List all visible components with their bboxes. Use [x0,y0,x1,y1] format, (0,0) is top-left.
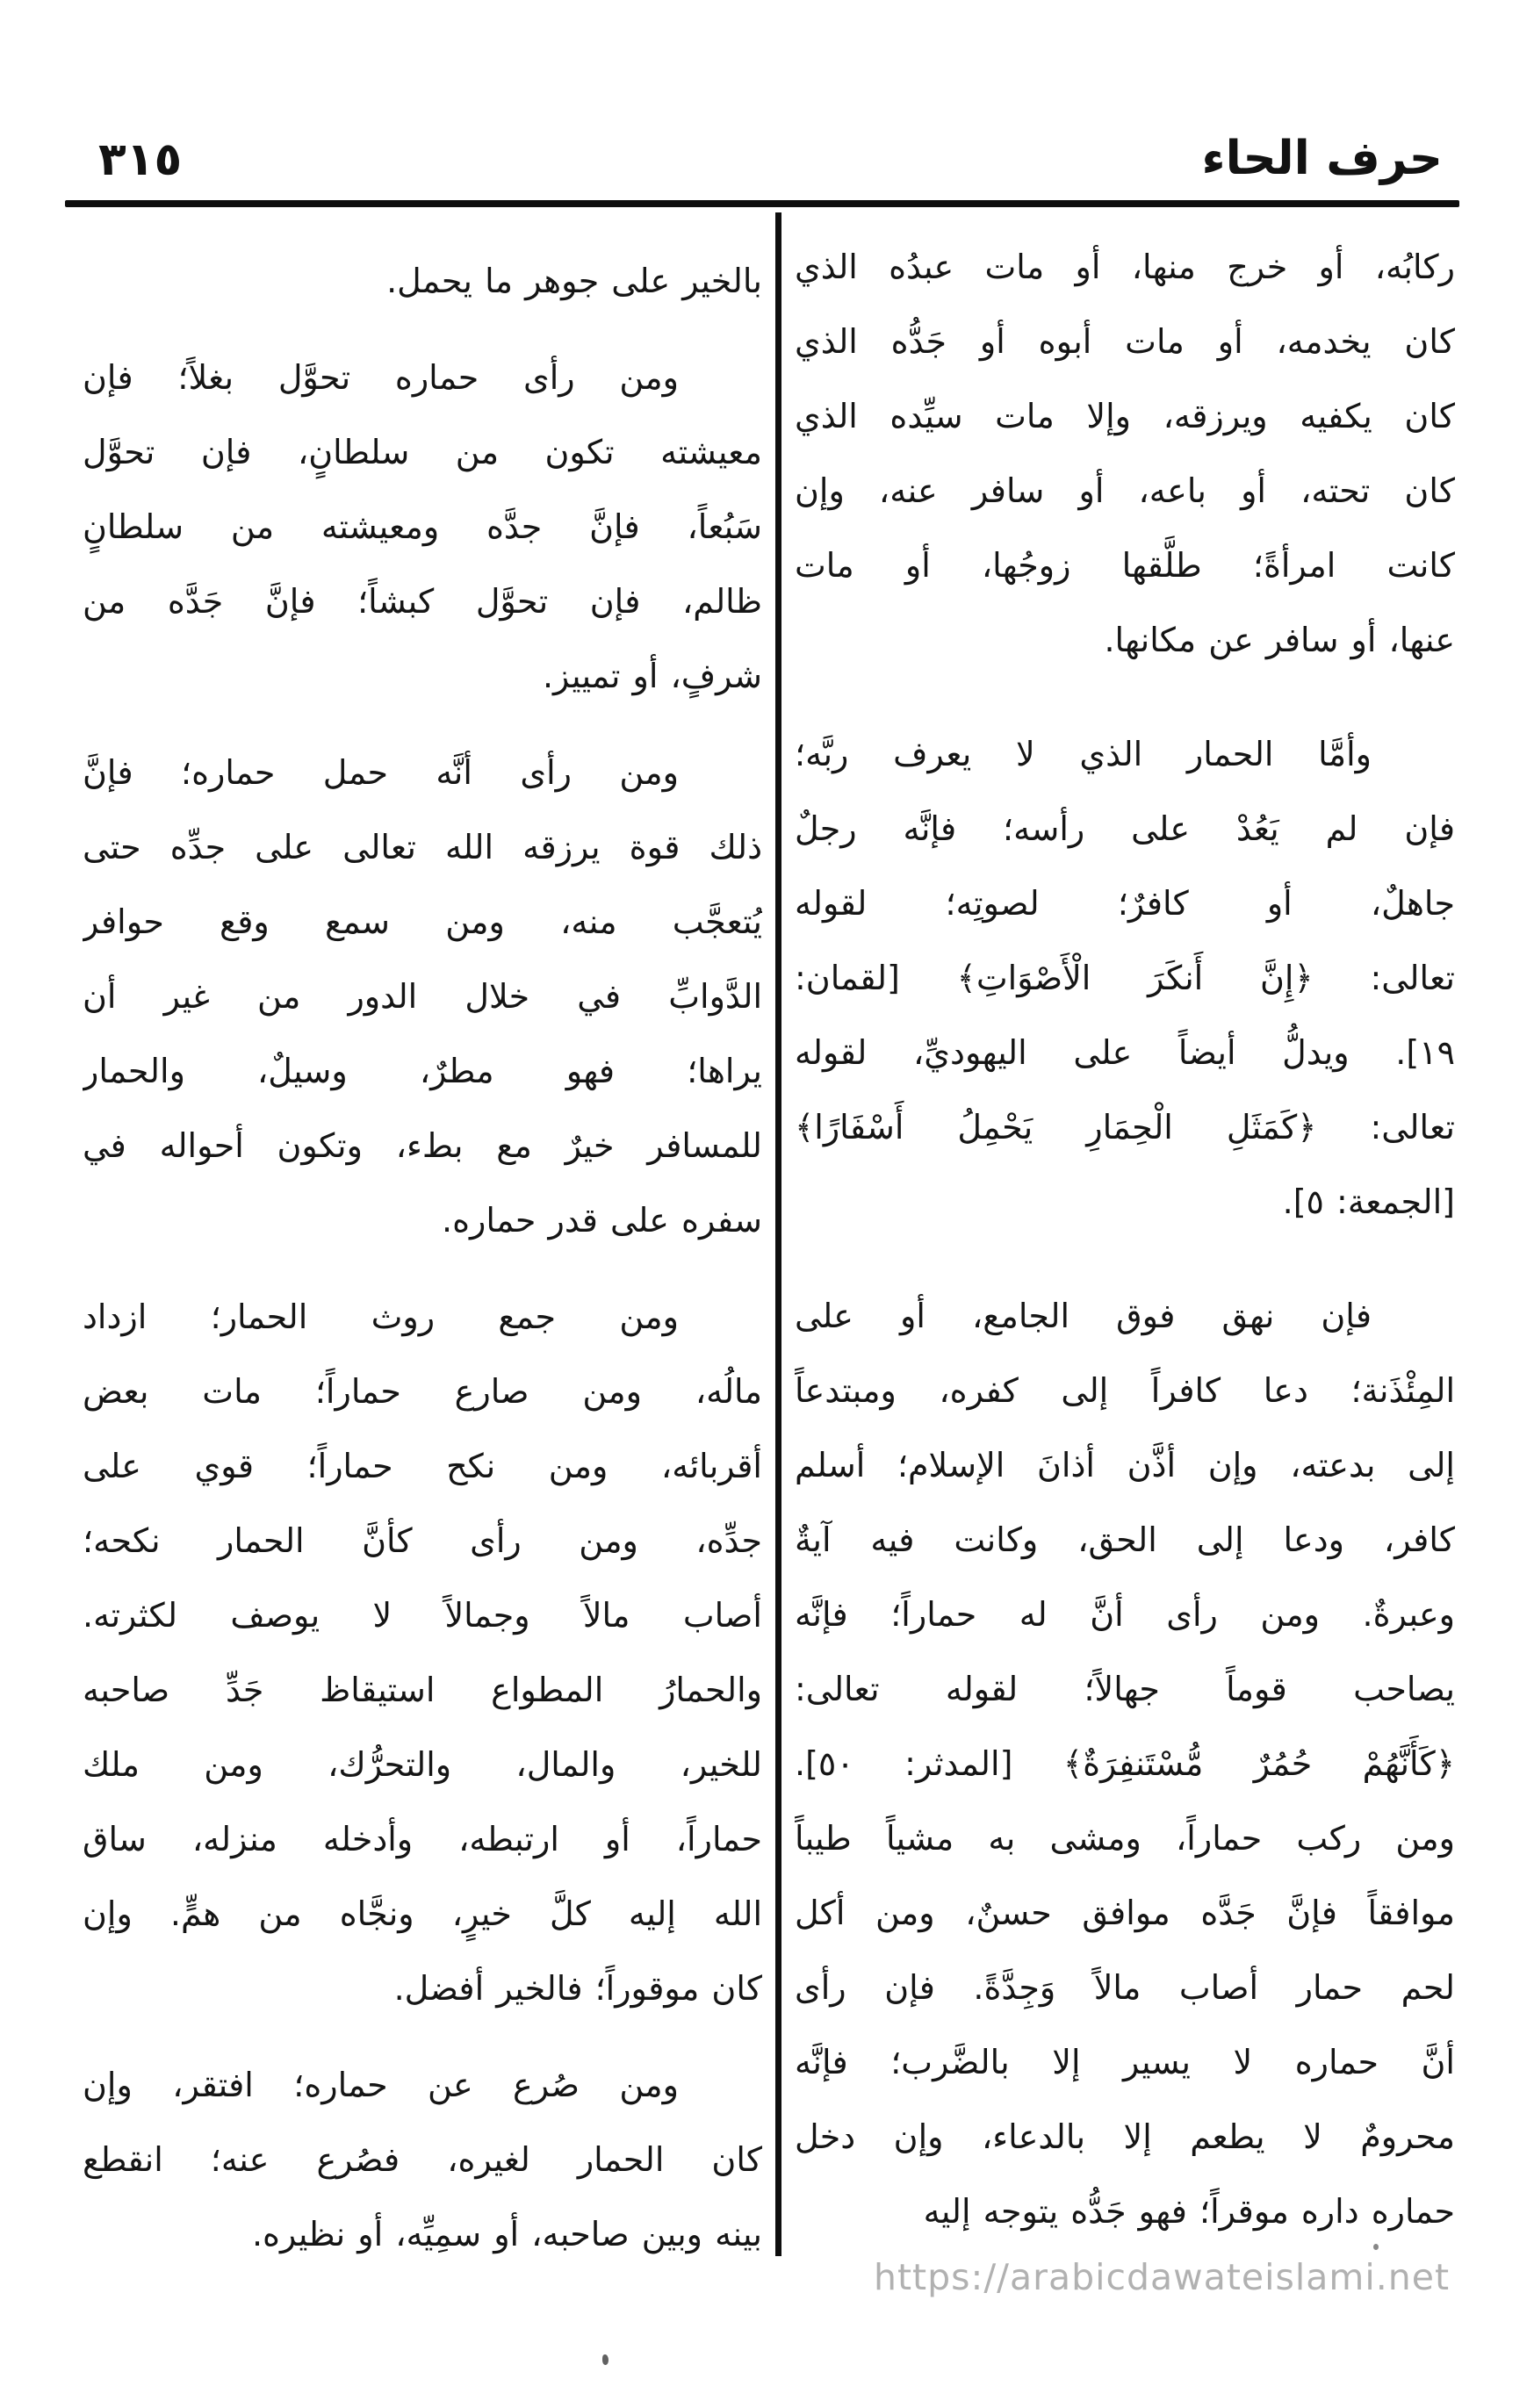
text-line: يُتعجَّب منه، ومن سمع وقع حوافر [83,902,762,941]
paragraph [795,717,1455,1240]
text-line: كان الحمار لغيره، فصُرع عنه؛ انقطع [83,2140,762,2179]
text-line: جاهلٌ، أو كافرٌ؛ لصوتِه؛ لقوله [795,884,1455,923]
text-line: حماراً، أو ارتبطه، وأدخله منزله، ساق [83,1820,762,1858]
text-line: كافر، ودعا إلى الحق، وكانت فيه آيةٌ [795,1520,1455,1559]
page-number: ٣١٥ [98,133,183,186]
header-rule [65,200,1459,207]
text-line: بالخير على جوهر ما يحمل. [386,262,762,300]
paragraph [795,230,1455,678]
text-line: ومن رأى أنَّه حمل حماره؛ فإنَّ [83,753,679,792]
text-line: والحمارُ المطواع استيقاظ جَدِّ صاحبه [83,1671,762,1709]
text-line: أقربائه، ومن نكح حماراً؛ قوي على [83,1447,762,1485]
text-line: شرفٍ، أو تمييز. [542,657,762,695]
paragraph [83,341,762,714]
text-line: معيشته تكون من سلطانٍ، فإن تحوَّل [83,433,762,471]
text-line: ذلك قوة يرزقه الله تعالى على جدِّه حتى [83,828,762,866]
text-line: ومن ركب حماراً، ومشى به مشياً طيباً [795,1819,1455,1858]
text-line: فإن لم يَعُدْ على رأسه؛ فإنَّه رجلٌ [795,809,1455,848]
paragraph [83,244,762,319]
text-line: [الجمعة: ٥]. [1282,1182,1455,1221]
text-line: موافقاً فإنَّ جَدَّه موافق حسنٌ، ومن أكل [795,1894,1455,1932]
text-line: جدِّه، ومن رأى كأنَّ الحمار نكحه؛ [83,1521,762,1560]
text-line: للمسافر خيرٌ مع بطء، وتكون أحواله في [83,1126,762,1165]
text-line: إلى بدعته، وإن أذَّن أذانَ الإسلام؛ أسلم [795,1446,1455,1484]
text-line: ظالم، فإن تحوَّل كبشاً؛ فإنَّ جَدَّه من [83,582,762,621]
text-line: سفره على قدر حماره. [442,1201,762,1240]
text-line: مالُه، ومن صارع حماراً؛ مات بعض [83,1372,762,1411]
column-divider [775,212,781,2256]
text-line: كان يخدمه، أو مات أبوه أو جَدُّه الذي [795,322,1455,361]
text-line: محرومٌ لا يطعم إلا بالدعاء، وإن دخل [795,2117,1455,2156]
text-line: كان يكفيه ويرزقه، وإلا مات سيِّده الذي [795,397,1455,435]
text-line: بينه وبين صاحبه، أو سمِيِّه، أو نظيره. [251,2215,762,2253]
text-line: حماره داره موقراً؛ فهو جَدُّه يتوجه إليه [923,2192,1455,2231]
text-line: كان موقوراً؛ فالخير أفضل. [393,1969,762,2008]
text-line: ومن رأى حماره تحوَّل بغلاً؛ فإن [83,358,679,397]
text-line: لحم حمار أصاب مالاً وَجِدَّةً. فإن رأى [795,1968,1455,2007]
text-line: المِئْذَنة؛ دعا كافراً إلى كفره، ومبتدعاً [795,1371,1455,1410]
text-line: ﴿كَأَنَّهُمْ حُمُرٌ مُّسْتَنفِرَةٌ﴾ [المدثر: ٥٠]. [795,1744,1455,1783]
text-line: سَبُعاً، فإنَّ جدَّه ومعيشته من سلطانٍ [83,507,762,546]
text-line: كانت امرأةً؛ طلَّقها زوجُها، أو مات [795,546,1455,585]
text-line: ١٩]. ويدلُّ أيضاً على اليهوديِّ، لقوله [795,1033,1455,1072]
scan-speck [602,2354,609,2365]
text-line: الله إليه كلَّ خيرٍ، ونجَّاه من همٍّ. وإن [83,1894,762,1933]
right-text-column [795,230,1455,2249]
text-line: أصاب مالاً وجمالاً لا يوصف لكثرته. [83,1596,762,1635]
text-line: الدَّوابِّ في خلال الدور من غير أن [83,977,762,1016]
text-line: ومن صُرع عن حماره؛ افتقر، وإن [83,2066,679,2104]
left-text-column [83,244,762,2272]
paragraph [795,1279,1455,2249]
chapter-title: حرف الحاء [1201,132,1443,185]
paragraph [83,1280,762,2026]
paragraph [83,2048,762,2272]
text-line: وأمَّا الحمار الذي لا يعرف ربَّه؛ [795,735,1372,773]
text-line: فإن نهق فوق الجامع، أو على [795,1297,1372,1335]
text-line: تعالى: ﴿كَمَثَلِ الْحِمَارِ يَحْمِلُ أَسْفَارًا﴾ [795,1108,1455,1146]
text-line: وعبرةٌ. ومن رأى أنَّ له حماراً؛ فإنَّه [795,1595,1455,1634]
text-line: ركابُه، أو خرج منها، أو مات عبدُه الذي [795,248,1455,286]
text-line: كان تحته، أو باعه، أو سافر عنه، وإن [795,471,1455,510]
text-line: عنها، أو سافر عن مكانها. [1104,621,1455,659]
watermark-url: https://arabicdawateislami.net [874,2256,1451,2298]
scan-speck [1373,2244,1379,2250]
text-line: يراها؛ فهو مطرٌ، وسيلٌ، والحمار [83,1052,762,1090]
text-line: ومن جمع روث الحمار؛ ازداد [83,1297,679,1336]
text-line: يصاحب قوماً جهالاً؛ لقوله تعالى: [795,1670,1455,1708]
text-line: للخير، والمال، والتحرُّك، ومن ملك [83,1745,762,1784]
text-line: أنَّ حماره لا يسير إلا بالضَّرب؛ فإنَّه [795,2043,1455,2081]
text-line: تعالى: ﴿إِنَّ أَنكَرَ الْأَصْوَاتِ﴾ [لقمان: [795,959,1455,997]
paragraph [83,736,762,1258]
